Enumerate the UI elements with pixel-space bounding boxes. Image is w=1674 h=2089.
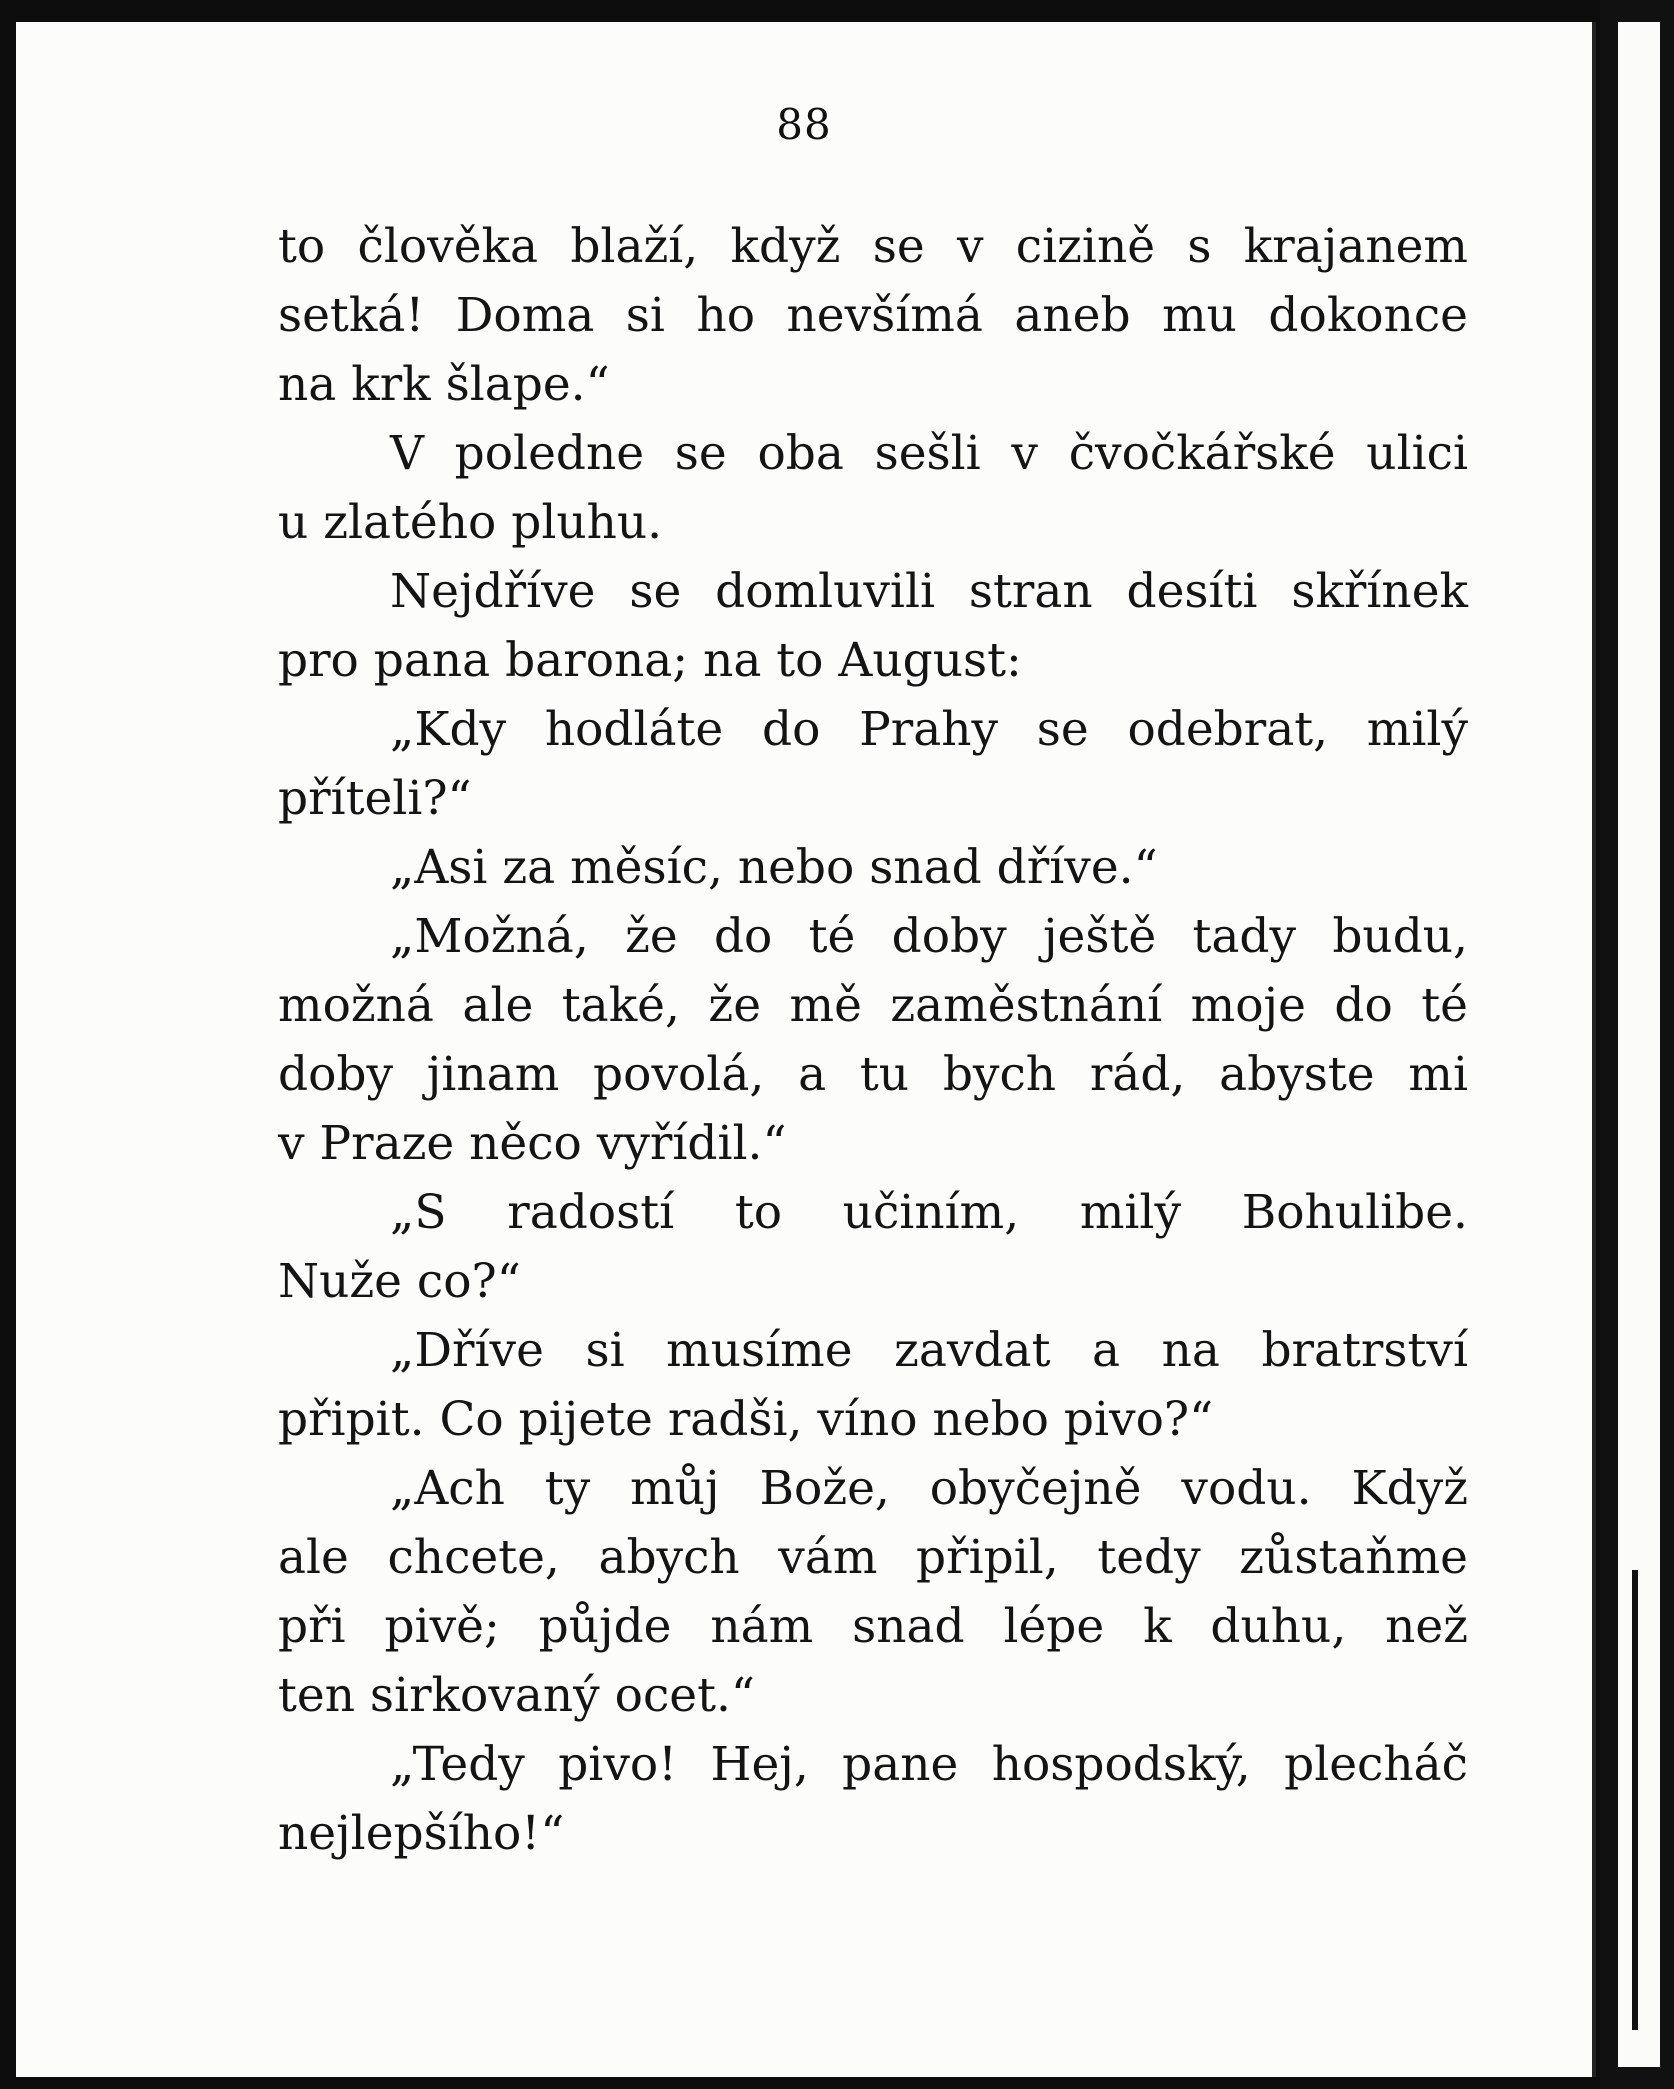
adjacent-page <box>1618 22 1660 2067</box>
text-line: možná ale také, že mě zaměstnání moje do té <box>278 978 1468 1033</box>
adjacent-page-edge <box>1600 0 1674 2089</box>
binding-spine <box>1632 1570 1638 2030</box>
text-line: „Asi za měsíc, nebo snad dříve.“ <box>390 840 1158 895</box>
page-text <box>278 212 1468 1868</box>
text-line: doby jinam povolá, a tu bych rád, abyste mi <box>278 1047 1468 1102</box>
text-line: to člověka blaží, když se v cizině s krajanem <box>278 219 1468 274</box>
text-line: v Praze něco vyřídil.“ <box>278 1116 787 1171</box>
text-line: „Možná, že do té doby ještě tady budu, <box>390 909 1468 964</box>
book-page <box>16 22 1596 2077</box>
text-line: „Tedy pivo! Hej, pane hospodský, plecháč <box>390 1737 1468 1792</box>
text-line: ale chcete, abych vám připil, tedy zůstaňme <box>278 1530 1468 1585</box>
text-line: Nejdříve se domluvili stran desíti skřínek <box>390 564 1468 619</box>
text-line: „Ach ty můj Bože, obyčejně vodu. Když <box>390 1461 1468 1516</box>
text-line: pro pana barona; na to August: <box>278 633 1022 688</box>
text-line: ten sirkovaný ocet.“ <box>278 1668 755 1723</box>
text-line: při pivě; půjde nám snad lépe k duhu, než <box>278 1599 1468 1654</box>
text-line: „Kdy hodláte do Prahy se odebrat, milý <box>390 702 1468 757</box>
text-line: „S radostí to učiním, milý Bohulibe. <box>390 1185 1468 1240</box>
text-line: setká! Doma si ho nevšímá aneb mu dokonce <box>278 288 1468 343</box>
text-line: „Dříve si musíme zavdat a na bratrství <box>390 1323 1468 1378</box>
text-line: příteli?“ <box>278 771 472 826</box>
text-line: připit. Co pijete radši, víno nebo pivo?“ <box>278 1392 1214 1447</box>
text-line: nejlepšího!“ <box>278 1806 565 1861</box>
text-line: na krk šlape.“ <box>278 357 610 412</box>
page-number: 88 <box>776 100 832 149</box>
text-line: u zlatého pluhu. <box>278 495 663 550</box>
text-line: V poledne se oba sešli v čvočkářské ulici <box>390 426 1468 481</box>
text-line: Nuže co?“ <box>278 1254 521 1309</box>
